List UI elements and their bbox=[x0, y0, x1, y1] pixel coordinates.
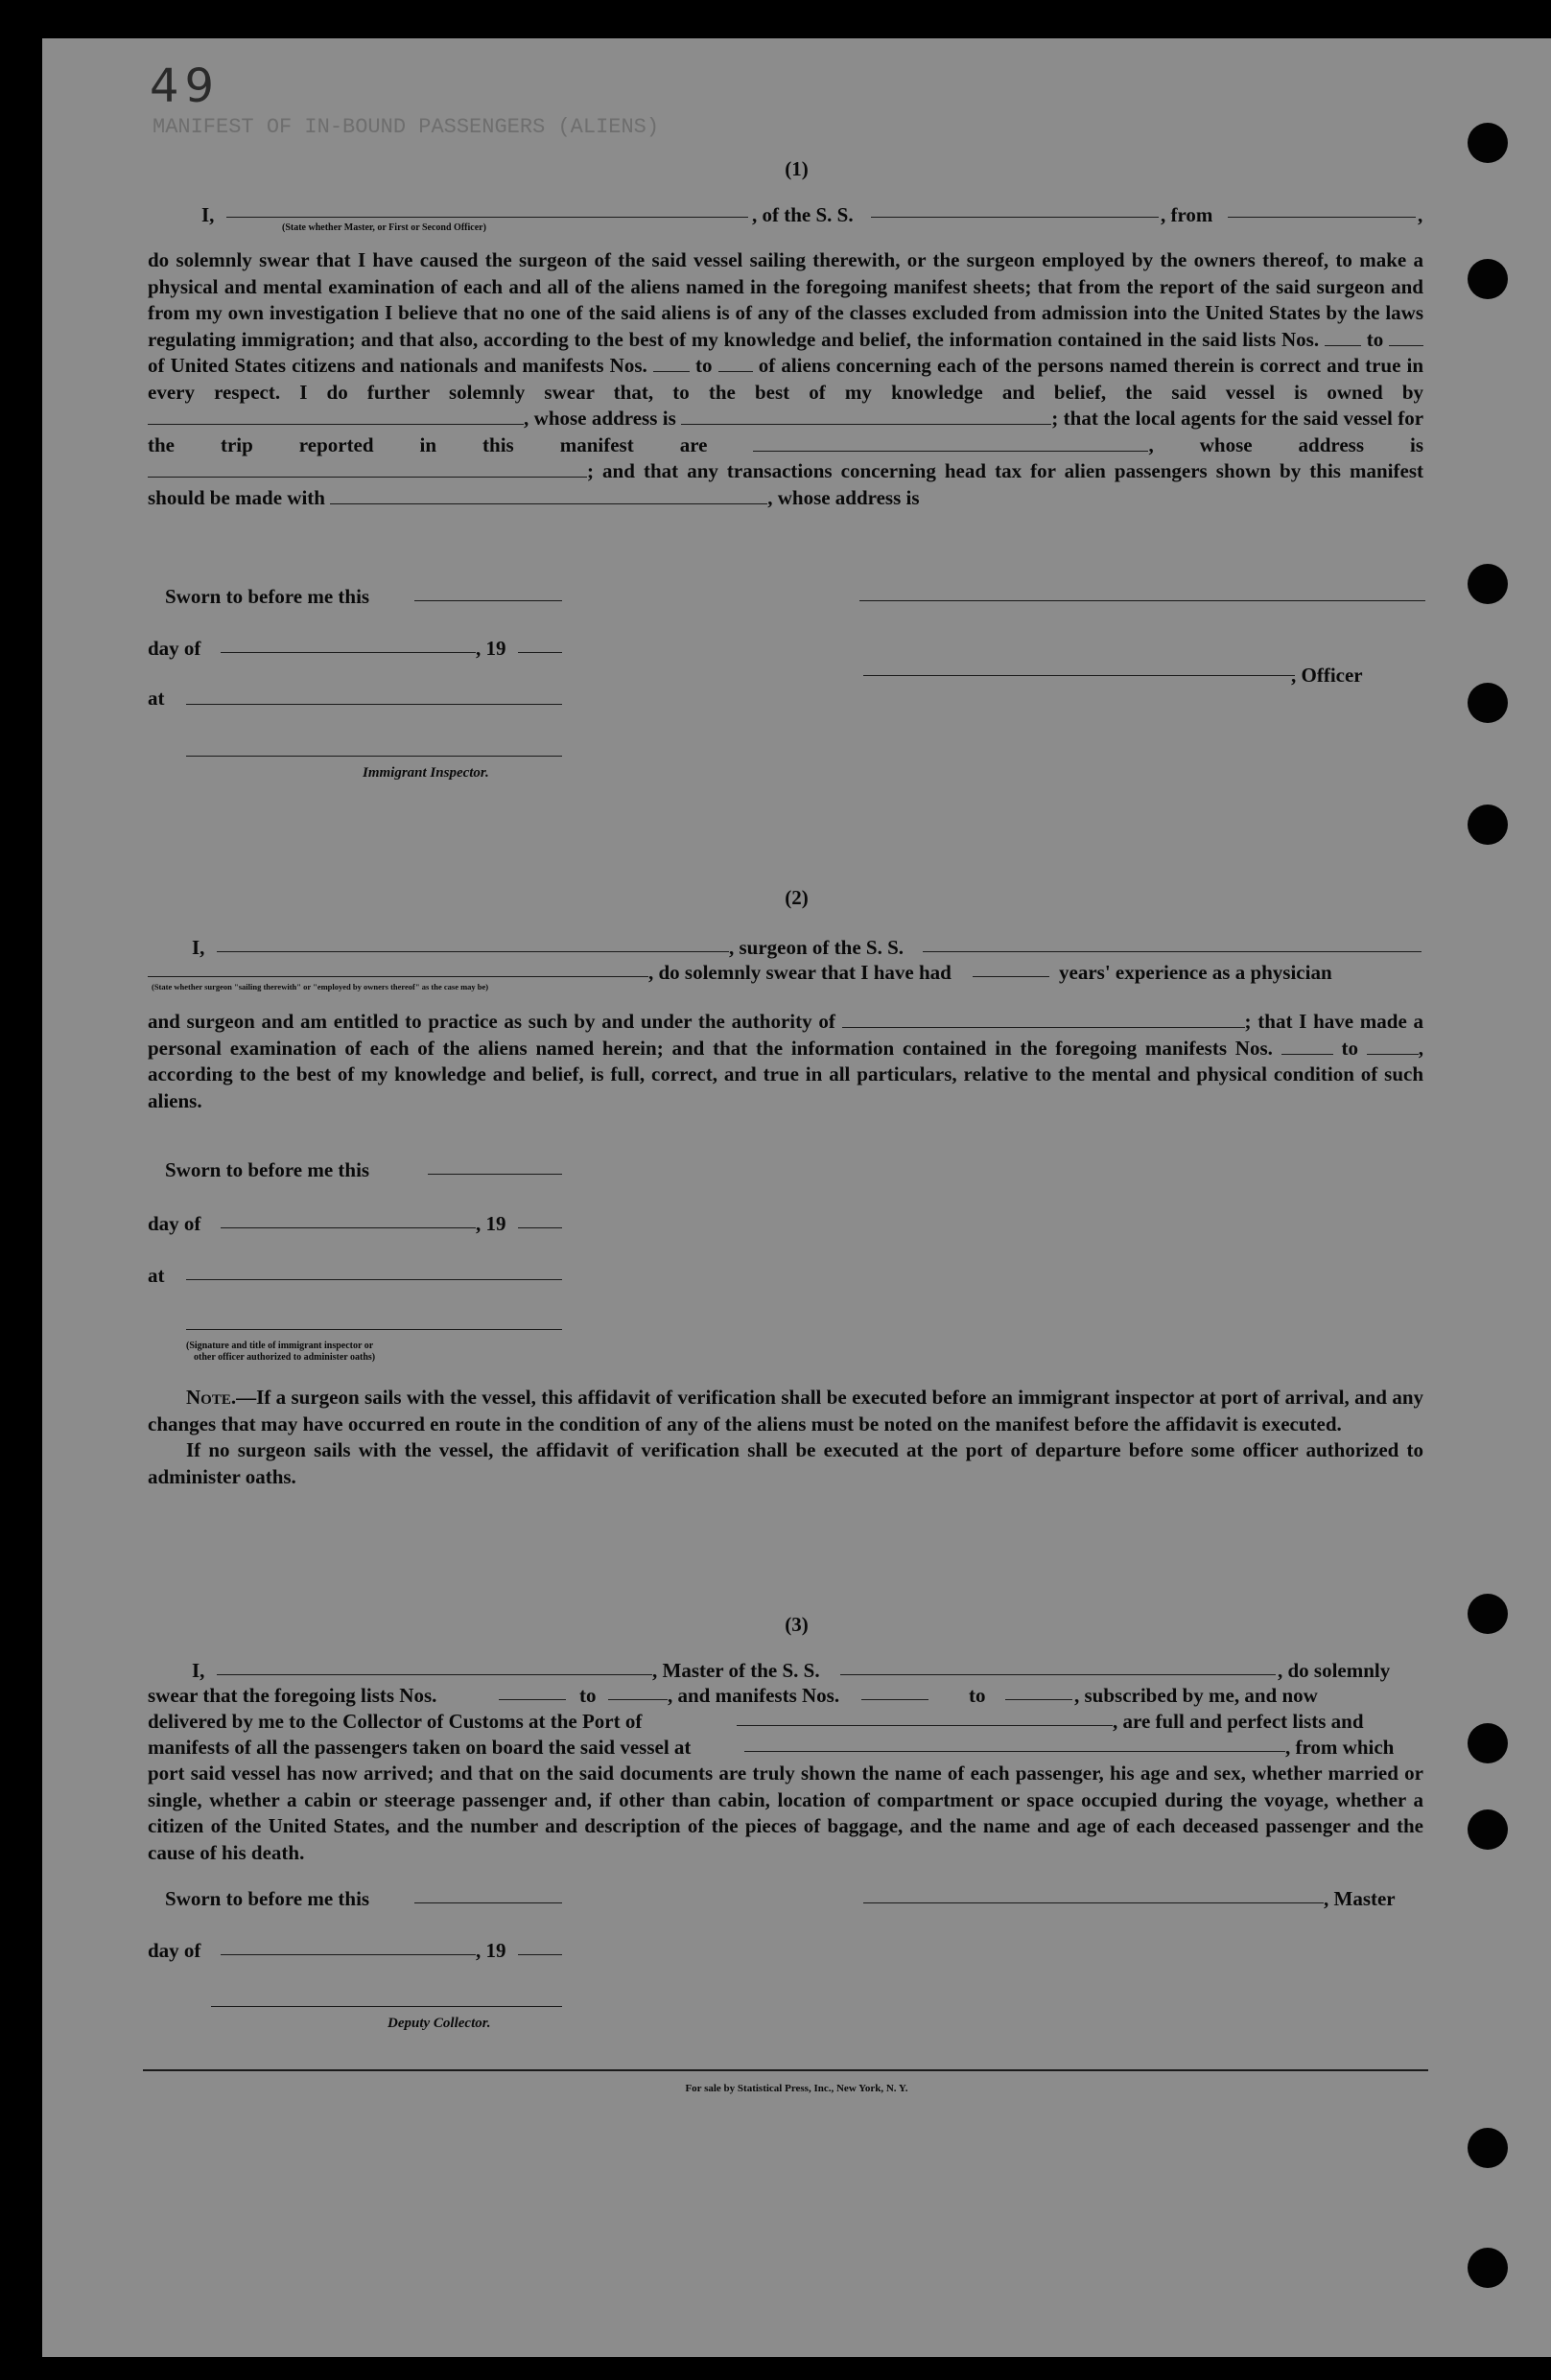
s2-years-blank bbox=[973, 976, 1049, 977]
section-1-heading: (1) bbox=[785, 157, 809, 180]
s2-para-c: , according to the best of my knowledge and belief, is full, correct, and true in all particulars, relative to the mental and physical condition of such aliens. bbox=[148, 1036, 1424, 1112]
s1-agents-address-blank bbox=[148, 461, 587, 478]
s1-manifests-to-blank bbox=[718, 356, 753, 372]
s3-para-rest: port said vessel has now arrived; and that on the said documents are truly shown the name of each passenger, his age and sex, whether married or single, whether a cabin or steerage passenger and, if other than cabin, location of compartment or space occupied during the voyage, whether a citizen of the United States, and the number and description of the pieces of baggage, and the name and age of each deceased passenger and the cause of his death. bbox=[148, 1762, 1423, 1864]
s1-para-c: of aliens concerning each of the persons named therein is correct and true in every respect. I do further solemnly swear that, to the best of my knowledge and belief, the said vessel is owned by bbox=[148, 354, 1424, 404]
bleed-through-text: MANIFEST OF IN-BOUND PASSENGERS (ALIENS) bbox=[153, 115, 660, 139]
s1-para-b: of United States citizens and nationals and manifests Nos. bbox=[148, 354, 647, 377]
punch-hole bbox=[1468, 683, 1508, 723]
s2-note-paragraph bbox=[148, 1385, 1423, 1490]
s2-sworn-label: Sworn to before me this bbox=[165, 1158, 370, 1181]
s3-full-label: , are full and perfect lists and bbox=[1113, 1710, 1364, 1733]
s1-officer-name-blank bbox=[863, 675, 1295, 676]
s1-local-agents: that the local agents for the said vessel for the trip reported in this manifest are bbox=[148, 407, 1424, 456]
s3-i-label: I, bbox=[192, 1659, 205, 1682]
s2-surgeon-of-label: , surgeon of the S. S. bbox=[729, 936, 905, 959]
s2-manifest-to-blank bbox=[1367, 1038, 1419, 1055]
s1-at-blank bbox=[186, 704, 562, 705]
s1-whose-address: , whose address is bbox=[524, 407, 676, 430]
s3-manifests-from-blank bbox=[861, 1699, 928, 1700]
punch-hole bbox=[1468, 1809, 1508, 1850]
s1-owner-blank bbox=[148, 408, 524, 425]
s2-manifest-from-blank bbox=[1281, 1038, 1333, 1055]
s3-lists-from-blank bbox=[499, 1699, 566, 1700]
s1-to2: to bbox=[695, 354, 713, 377]
s3-manifests-label: , and manifests Nos. bbox=[668, 1684, 840, 1707]
s2-year-blank bbox=[518, 1227, 562, 1228]
section-2-heading: (2) bbox=[785, 886, 809, 909]
s3-from-which-label: , from which bbox=[1285, 1736, 1395, 1759]
s1-vessel-blank bbox=[871, 217, 1159, 218]
s3-lists-to-blank bbox=[608, 1699, 668, 1700]
s2-sig-caption-2: other officer authorized to administer oaths) bbox=[194, 1352, 376, 1363]
s1-comma: , bbox=[1148, 432, 1154, 456]
s3-port-departure-blank bbox=[744, 1751, 1285, 1752]
punch-hole bbox=[1468, 805, 1508, 845]
s1-day-blank bbox=[221, 652, 476, 653]
s1-end-comma: , bbox=[1418, 203, 1423, 226]
s1-para-a: do solemnly swear that I have caused the surgeon of the said vessel sailing therewith, or the surgeon employed by the owners thereof, to make a physical and mental examination of each and all of the aliens named in the foregoing manifest sheets; that from the report of the said surgeon and from my own investigation I believe that no one of the said aliens is of any of the classes excluded from admission into the United States by the laws regulating immigration; and that also, according to the best of my knowledge and belief, the information contained in the said lists Nos. bbox=[148, 248, 1423, 351]
punch-hole bbox=[1468, 259, 1508, 299]
s1-agents-blank bbox=[753, 435, 1148, 452]
s2-years-label: years' experience as a physician bbox=[1059, 961, 1332, 984]
punch-hole bbox=[1468, 564, 1508, 604]
s2-i-label: I, bbox=[192, 936, 205, 959]
s1-from-label: , from bbox=[1161, 203, 1213, 226]
s3-sworn-label: Sworn to before me this bbox=[165, 1887, 370, 1910]
s1-lists-to-blank bbox=[1389, 330, 1423, 346]
s1-sworn-label: Sworn to before me this bbox=[165, 585, 370, 608]
s1-head-tax: ; and that any transactions concerning head tax for alien passengers shown by this manifest should be made with bbox=[148, 459, 1423, 509]
s2-para-b: that I have made a personal examination of each of the aliens named herein; and that the information contained in the foregoing manifests Nos. bbox=[148, 1010, 1424, 1060]
s1-whose-address-3: , whose address is bbox=[767, 485, 920, 509]
s2-note-text: —If a surgeon sails with the vessel, this affidavit of verification shall be executed before an immigrant inspector at port of arrival, and any changes that may have occurred en route in the condition of any of the aliens must be noted on the manifest before the affidavit is executed. bbox=[148, 1386, 1423, 1435]
s3-day-blank bbox=[221, 1954, 476, 1955]
s1-to1: to bbox=[1366, 327, 1384, 351]
s1-lists-from-blank bbox=[1325, 330, 1361, 346]
s1-whose-address-2: whose address is bbox=[1199, 432, 1424, 456]
s2-day-blank bbox=[221, 1227, 476, 1228]
s3-port-blank bbox=[737, 1725, 1113, 1726]
s2-sworn-blank bbox=[428, 1174, 562, 1175]
s3-year-label: , 19 bbox=[476, 1939, 506, 1962]
s1-i-label: I, bbox=[201, 203, 215, 226]
handwritten-page-number: 49 bbox=[150, 59, 221, 113]
s3-year-blank bbox=[518, 1954, 562, 1955]
s3-sworn-blank bbox=[414, 1902, 562, 1903]
s2-vessel-blank bbox=[923, 951, 1422, 952]
s1-year-blank bbox=[518, 652, 562, 653]
s3-solemnly-label: , do solemnly bbox=[1278, 1659, 1391, 1682]
s2-at-label: at bbox=[148, 1264, 165, 1287]
s2-solemnly-label: , do solemnly swear that I have had bbox=[648, 961, 952, 984]
s1-inspector-signature-blank bbox=[186, 756, 562, 757]
s2-status-caption: (State whether surgeon "sailing therewith" or "employed by owners thereof" as the case may be) bbox=[152, 982, 489, 992]
s3-manifests-to-blank bbox=[1005, 1699, 1072, 1700]
s2-inspector-signature-blank bbox=[186, 1329, 562, 1330]
s2-note-2: If no surgeon sails with the vessel, the affidavit of verification shall be executed at the port of departure before some officer authorized to administer oaths. bbox=[148, 1438, 1423, 1488]
s2-name-blank bbox=[217, 951, 729, 952]
printer-footer: For sale by Statistical Press, Inc., New York, N. Y. bbox=[685, 2083, 908, 2094]
s1-head-tax-blank bbox=[330, 488, 767, 504]
s1-officer-label: , Officer bbox=[1291, 664, 1363, 687]
s1-officer-signature-blank bbox=[859, 600, 1425, 601]
s3-master-of-label: , Master of the S. S. bbox=[652, 1659, 820, 1682]
section-3-heading: (3) bbox=[785, 1613, 809, 1636]
s2-day-of-label: day of bbox=[148, 1212, 201, 1235]
s3-master-label: , Master bbox=[1324, 1887, 1396, 1910]
s1-inspector-caption: Immigrant Inspector. bbox=[363, 765, 489, 781]
s2-status-blank bbox=[148, 976, 648, 977]
s3-to2-label: to bbox=[969, 1684, 986, 1707]
punch-hole bbox=[1468, 1723, 1508, 1763]
s2-at-blank bbox=[186, 1279, 562, 1280]
s3-swear-label: swear that the foregoing lists Nos. bbox=[148, 1684, 437, 1707]
s1-from-blank bbox=[1228, 217, 1416, 218]
s1-manifests-from-blank bbox=[653, 356, 690, 372]
s1-officer-blank bbox=[226, 217, 748, 218]
s3-delivered-label: delivered by me to the Collector of Customs at the Port of bbox=[148, 1710, 643, 1733]
s1-semicolon: ; bbox=[1051, 407, 1059, 430]
s3-master-signature-blank bbox=[863, 1902, 1324, 1903]
s2-year-label: , 19 bbox=[476, 1212, 506, 1235]
s1-officer-caption: (State whether Master, or First or Second Officer) bbox=[282, 222, 486, 233]
s2-to: to bbox=[1341, 1036, 1358, 1060]
s1-at-label: at bbox=[148, 687, 165, 710]
s1-sworn-blank bbox=[414, 600, 562, 601]
punch-hole bbox=[1468, 2248, 1508, 2288]
s3-vessel-blank bbox=[840, 1674, 1276, 1675]
s3-collector-signature-blank bbox=[211, 2006, 562, 2007]
s3-to1-label: to bbox=[579, 1684, 597, 1707]
s3-manifests-all-label: manifests of all the passengers taken on board the said vessel at bbox=[148, 1736, 692, 1759]
s2-note-label: Note. bbox=[186, 1386, 237, 1409]
s3-day-of-label: day of bbox=[148, 1939, 201, 1962]
s1-owner-address-blank bbox=[681, 408, 1051, 425]
s1-year-label: , 19 bbox=[476, 637, 506, 660]
s1-of-ss-label: , of the S. S. bbox=[752, 203, 854, 226]
s3-collector-caption: Deputy Collector. bbox=[388, 2016, 491, 2031]
s2-authority-blank bbox=[842, 1012, 1245, 1028]
s2-semicolon: ; bbox=[1244, 1010, 1252, 1033]
s3-name-blank bbox=[217, 1674, 652, 1675]
form-page bbox=[42, 38, 1551, 2357]
punch-hole bbox=[1468, 2128, 1508, 2168]
s3-subscribed-label: , subscribed by me, and now bbox=[1074, 1684, 1318, 1707]
footer-rule bbox=[143, 2069, 1428, 2071]
s1-day-of-label: day of bbox=[148, 637, 201, 660]
s2-oath-paragraph bbox=[148, 1009, 1423, 1114]
s2-para-a: and surgeon and am entitled to practice as such by and under the authority of bbox=[148, 1010, 835, 1033]
s1-oath-paragraph bbox=[148, 247, 1423, 511]
s2-sig-caption-1: (Signature and title of immigrant inspector or bbox=[186, 1341, 374, 1351]
